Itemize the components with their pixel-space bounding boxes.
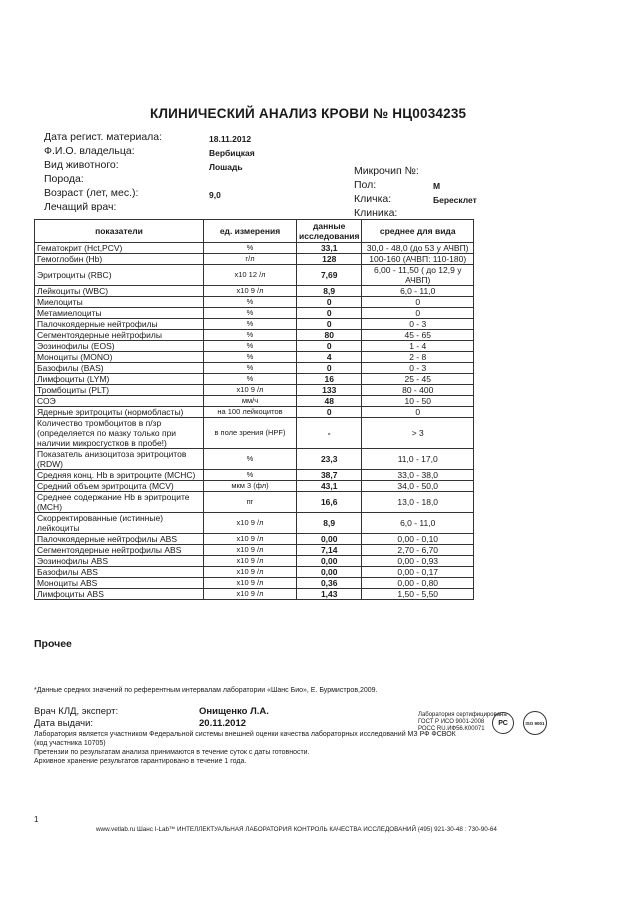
row-unit: % [204,297,297,308]
row-unit: % [204,449,297,470]
row-unit: % [204,308,297,319]
row-result: 23,3 [297,449,362,470]
issue-value: 20.11.2012 [199,718,247,729]
row-unit: х10 9 /л [204,589,297,600]
row-result: 0,00 [297,534,362,545]
row-reference: 0,00 - 0,10 [362,534,474,545]
row-unit: в поле зрения (HPF) [204,418,297,449]
note-line-2: (код участника 10705) [34,740,106,747]
document-title: КЛИНИЧЕСКИЙ АНАЛИЗ КРОВИ № НЦ0034235 [150,106,467,121]
row-reference: 10 - 50 [362,396,474,407]
row-result: 0,36 [297,578,362,589]
issue-label: Дата выдачи: [34,718,94,729]
table-row [35,567,474,578]
row-name: Гематокрит (Hct,PCV) [35,243,204,254]
doctor-value: Онищенко Л.А. [199,706,269,717]
table-row [35,363,474,374]
row-name: Моноциты (MONO) [35,352,204,363]
row-reference: 25 - 45 [362,374,474,385]
row-reference: 0 - 3 [362,319,474,330]
table-row [35,243,474,254]
row-name: Миелоциты [35,297,204,308]
vet-label: Лечащий врач: [44,201,117,213]
row-unit: х10 9 /л [204,567,297,578]
table-row [35,418,474,449]
row-result: 0,00 [297,556,362,567]
row-name: СОЭ [35,396,204,407]
row-result: 0 [297,319,362,330]
date-label: Дата регист. материала: [44,131,163,143]
row-name: Метамиелоциты [35,308,204,319]
row-unit: % [204,352,297,363]
row-unit: на 100 лейкоцитов [204,407,297,418]
note-line-3: Претензии по результатам анализа принимаются в течение суток с даты готовности. [34,749,310,756]
row-name: Лимфоциты ABS [35,589,204,600]
note-line-4: Архивное хранение результатов гарантировано в течение 1 года. [34,758,247,765]
table-header-row [35,220,474,243]
row-reference: 1 - 4 [362,341,474,352]
row-reference: 13,0 - 18,0 [362,492,474,513]
row-unit: % [204,319,297,330]
row-unit: х10 9 /л [204,286,297,297]
header-result: данные исследования [297,220,362,243]
row-result: 4 [297,352,362,363]
row-reference: 6,0 - 11,0 [362,286,474,297]
table-row [35,449,474,470]
table-row [35,481,474,492]
table-row [35,330,474,341]
row-result: 8,9 [297,286,362,297]
table-row [35,297,474,308]
table-row [35,578,474,589]
table-row [35,341,474,352]
row-unit: х10 9 /л [204,545,297,556]
age-label: Возраст (лет, мес.): [44,187,139,199]
row-unit: х10 9 /л [204,513,297,534]
row-result: 0 [297,363,362,374]
row-unit: % [204,330,297,341]
species-label: Вид животного: [44,159,119,171]
row-result: 8,9 [297,513,362,534]
row-name: Ядерные эритроциты (нормобласты) [35,407,204,418]
row-result: 38,7 [297,470,362,481]
nickname-label: Кличка: [354,193,392,205]
chip-label: Микрочип №: [354,165,419,177]
row-reference: 0,00 - 0,17 [362,567,474,578]
row-result: 1,43 [297,589,362,600]
row-name: Базофилы (BAS) [35,363,204,374]
row-result: 0 [297,407,362,418]
owner-value: Вербицкая [209,148,255,158]
table-row [35,470,474,481]
table-row [35,534,474,545]
row-reference: 80 - 400 [362,385,474,396]
row-result: 43,1 [297,481,362,492]
row-result: 16 [297,374,362,385]
sex-label: Пол: [354,179,377,191]
table-row [35,407,474,418]
row-name: Среднее содержание Hb в эритроците (MCH) [35,492,204,513]
row-reference: 33,0 - 38,0 [362,470,474,481]
cert-line-2: ГОСТ Р ИСО 9001-2008 [418,719,485,725]
row-result: 33,1 [297,243,362,254]
nickname-value: Бересклет [433,195,477,205]
page-number: 1 [34,815,39,824]
results-body [35,243,474,600]
row-name: Средняя конц. Hb в эритроците (MCHC) [35,470,204,481]
row-reference: 6,00 - 11,50 ( до 12,9 у АЧВП) [362,265,474,286]
row-name: Сегментоядерные нейтрофилы [35,330,204,341]
row-name: Моноциты ABS [35,578,204,589]
row-name: Сегментоядерные нейтрофилы ABS [35,545,204,556]
row-reference: 30,0 - 48,0 (до 53 у АЧВП) [362,243,474,254]
row-name: Эозинофилы ABS [35,556,204,567]
row-name: Эритроциты (RBC) [35,265,204,286]
results-table [34,219,474,600]
sex-value: М [433,181,441,191]
row-result: 0,00 [297,567,362,578]
row-reference: 6,0 - 11,0 [362,513,474,534]
table-row [35,286,474,297]
cert-line-3: РОСС RU.ИФ56.К00071 [418,726,485,732]
row-reference: 11,0 - 17,0 [362,449,474,470]
bottom-contact-line: www.vetlab.ru Шанс I-Lab™ ИНТЕЛЛЕКТУАЛЬНАЯ ЛАБОРАТОРИЯ КОНТРОЛЬ КАЧЕСТВА ИССЛЕДОВАНИЙ (495) 921-30-48 : 730-90-64 [96,826,497,833]
row-name: Палочкоядерные нейтрофилы ABS [35,534,204,545]
row-reference: > 3 [362,418,474,449]
row-unit: х10 12 /л [204,265,297,286]
row-name: Лимфоциты (LYM) [35,374,204,385]
header-reference: среднее для вида [362,220,474,243]
table-row [35,589,474,600]
row-unit: х10 9 /л [204,385,297,396]
table-row [35,556,474,567]
row-reference: 0 - 3 [362,363,474,374]
table-row [35,352,474,363]
row-result: 0 [297,341,362,352]
clinic-label: Клиника: [354,207,398,219]
row-name: Палочкоядерные нейтрофилы [35,319,204,330]
table-row [35,308,474,319]
row-result: 133 [297,385,362,396]
row-result: 16,6 [297,492,362,513]
row-unit: % [204,341,297,352]
age-value: 9,0 [209,190,221,200]
breed-label: Порода: [44,173,84,185]
row-result: 128 [297,254,362,265]
row-unit: х10 9 /л [204,578,297,589]
row-unit: мкм 3 (фл) [204,481,297,492]
row-result: - [297,418,362,449]
row-reference: 0,00 - 0,80 [362,578,474,589]
table-row [35,545,474,556]
row-unit: % [204,470,297,481]
species-value: Лошадь [209,162,243,172]
row-unit: г/л [204,254,297,265]
row-name: Средний объем эритроцита (MCV) [35,481,204,492]
doctor-label: Врач КЛД, эксперт: [34,706,119,717]
table-row [35,374,474,385]
row-name: Количество тромбоцитов в п/зр (определяется по мазку только при наличии микросгустков в пробе!) [35,418,204,449]
row-name: Лейкоциты (WBC) [35,286,204,297]
row-reference: 0 [362,297,474,308]
row-unit: % [204,363,297,374]
footnote: *Данные средних значений по референтным интервалам лаборатории «Шанс Био», Е. Бурмистров,2009. [34,687,378,694]
table-row [35,319,474,330]
date-value: 18.11.2012 [209,134,252,144]
header-unit: ед. измерения [204,220,297,243]
row-result: 48 [297,396,362,407]
row-reference: 34,0 - 50,0 [362,481,474,492]
owner-label: Ф.И.О. владельца: [44,145,135,157]
table-row [35,265,474,286]
row-name: Базофилы ABS [35,567,204,578]
table-row [35,513,474,534]
row-unit: мм/ч [204,396,297,407]
note-line-1: Лаборатория является участником Федеральной системы внешней оценки качества лабораторных исследований МЗ РФ ФСВОК [34,731,456,738]
row-name: Показатель анизоцитоза эритроцитов (RDW) [35,449,204,470]
other-label: Прочее [34,638,72,650]
row-name: Эозинофилы (EOS) [35,341,204,352]
table-row [35,396,474,407]
row-result: 80 [297,330,362,341]
row-unit: пг [204,492,297,513]
row-reference: 2 - 8 [362,352,474,363]
row-reference: 45 - 65 [362,330,474,341]
row-name: Скорректированные (истинные) лейкоциты [35,513,204,534]
row-unit: % [204,374,297,385]
cert-line-1: Лаборатория сертифицирована [418,712,507,718]
row-result: 0 [297,297,362,308]
row-name: Тромбоциты (PLT) [35,385,204,396]
row-name: Гемоглобин (Hb) [35,254,204,265]
row-result: 0 [297,308,362,319]
row-reference: 0 [362,407,474,418]
rst-logo: РС [492,712,514,734]
row-reference: 2,70 - 6,70 [362,545,474,556]
header-indicator: показатели [35,220,204,243]
row-unit: % [204,243,297,254]
row-reference: 0 [362,308,474,319]
row-unit: х10 9 /л [204,556,297,567]
row-result: 7,14 [297,545,362,556]
row-unit: х10 9 /л [204,534,297,545]
row-reference: 100-160 (АЧВП: 110-180) [362,254,474,265]
table-row [35,385,474,396]
row-reference: 0,00 - 0,93 [362,556,474,567]
table-row [35,254,474,265]
iso-logo: ISO 9001 [523,711,547,735]
row-result: 7,69 [297,265,362,286]
row-reference: 1,50 - 5,50 [362,589,474,600]
table-row [35,492,474,513]
